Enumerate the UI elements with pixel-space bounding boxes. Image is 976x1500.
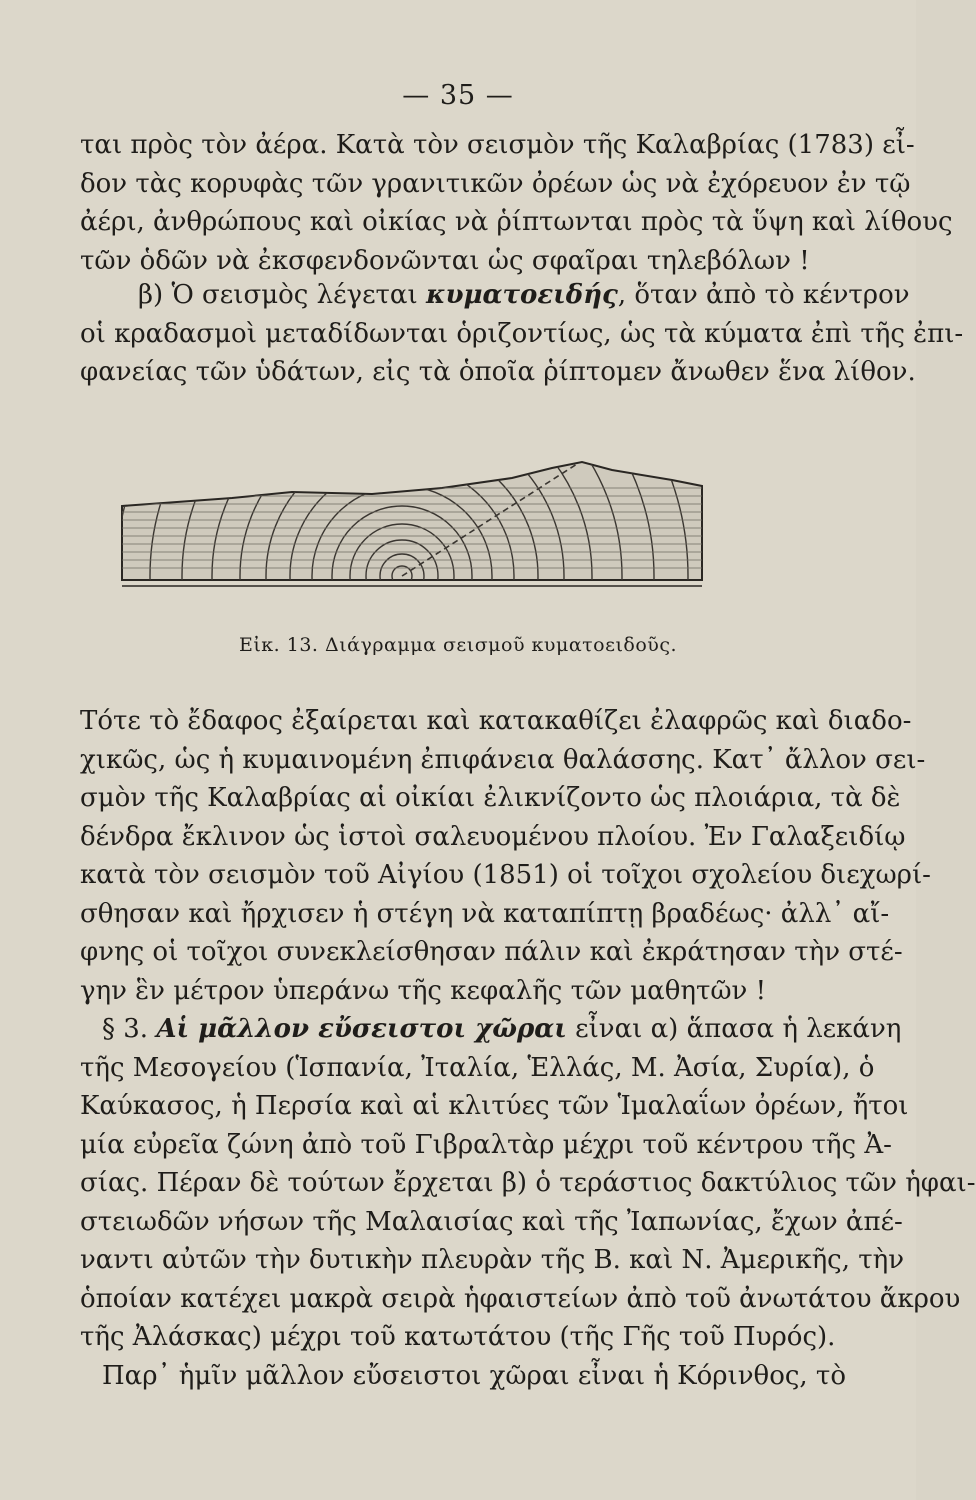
text-line: δον τὰς κορυφὰς τῶν γρανιτικῶν ὀρέων ὡς νὰ ἐχόρευον ἐν τῷ xyxy=(80,168,911,199)
text-line: τῆς Μεσογείου (Ἱσπανία, Ἰταλία, Ἑλλάς, Μ. Ἀσία, Συρία), ὁ xyxy=(80,1052,875,1083)
text-line: Τότε τὸ ἔδαφος ἐξαίρεται καὶ κατακαθίζει ἐλαφρῶς καὶ διαδο- xyxy=(80,706,912,736)
text-line: ἀέρι, ἀνθρώπους καὶ οἰκίας νὰ ῥίπτωνται πρὸς τὰ ὕψη καὶ λίθους xyxy=(80,207,953,237)
text-line: γην ἓν μέτρον ὑπεράνω τῆς κεφαλῆς τῶν μαθητῶν ! xyxy=(80,975,767,1006)
text-line: κατὰ τὸν σεισμὸν τοῦ Αἰγίου (1851) οἱ τοῖχοι σχολείου διεχωρί- xyxy=(80,860,931,890)
text-line: σθησαν καὶ ἤρχισεν ἡ στέγη νὰ καταπίπτῃ βραδέως· ἀλλ᾽ αἴ- xyxy=(80,898,890,929)
text-line: τῶν ὁδῶν νὰ ἐκσφενδονῶνται ὡς σφαῖραι τηλεβόλων ! xyxy=(80,245,810,276)
text-line: στειωδῶν νήσων τῆς Μαλαισίας καὶ τῆς Ἰαπωνίας, ἔχων ἀπέ- xyxy=(80,1206,903,1237)
emphasized-term: Αἱ μᾶλλον εὔσειστοι χῶραι xyxy=(156,1014,567,1044)
text-line: φανείας τῶν ὑδάτων, εἰς τὰ ὁποῖα ῥίπτομεν ἄνωθεν ἕνα λίθον. xyxy=(80,357,916,387)
text-line: Καύκασος, ἡ Περσία καὶ αἱ κλιτύες τῶν Ἱμαλαΐων ὀρέων, ἤτοι xyxy=(80,1091,909,1121)
text-line: φνης οἱ τοῖχοι συνεκλείσθησαν πάλιν καὶ ἐκράτησαν τὴν στέ- xyxy=(80,937,903,967)
text-line: μία εὐρεῖα ζώνη ἀπὸ τοῦ Γιβραλτὰρ μέχρι τοῦ κέντρου τῆς Ἀ- xyxy=(80,1129,892,1160)
page-number: — 35 — xyxy=(402,80,514,111)
text-line: ὁποίαν κατέχει μακρὰ σειρὰ ἡφαιστείων ἀπὸ τοῦ ἀνωτάτου ἄκρου xyxy=(80,1283,961,1314)
figure-caption: Εἰκ. 13. Διάγραμμα σεισμοῦ κυματοειδοῦς. xyxy=(238,634,678,656)
text-line: Παρ᾽ ἡμῖν μᾶλλον εὔσειστοι χῶραι εἶναι ἡ Κόρινθος, τὸ xyxy=(102,1360,846,1391)
text-line: τῆς Ἀλάσκας) μέχρι τοῦ κατωτάτου (τῆς Γῆς τοῦ Πυρός). xyxy=(80,1322,836,1352)
section-heading-line xyxy=(80,1010,902,1049)
text-line: οἱ κραδασμοὶ μεταδίδωνται ὁριζοντίως, ὡς τὰ κύματα ἐπὶ τῆς ἐπι- xyxy=(80,318,964,349)
text-fragment: , ὅταν ἀπὸ τὸ κέντρον xyxy=(617,280,910,310)
text-line: σίας. Πέραν δὲ τούτων ἔρχεται β) ὁ τεράστιος δακτύλιος τῶν ἡφαι- xyxy=(80,1168,976,1198)
text-line xyxy=(80,276,910,315)
paragraph-2 xyxy=(80,276,964,392)
paragraph-3 xyxy=(80,702,976,1395)
text-line: χικῶς, ὡς ἡ κυμαινομένη ἐπιφάνεια θαλάσσης. Κατ᾽ ἄλλον σει- xyxy=(80,744,926,775)
text-fragment: β) Ὁ σεισμὸς λέγεται xyxy=(138,280,426,310)
earthquake-wave-diagram xyxy=(112,448,712,618)
text-line: δένδρα ἔκλινον ὡς ἱστοὶ σαλευομένου πλοίου. Ἐν Γαλαξειδίῳ xyxy=(80,821,906,852)
text-line: σμὸν τῆς Καλαβρίας αἱ οἰκίαι ἐλικνίζοντο ὡς πλοιάρια, τὰ δὲ xyxy=(80,783,901,813)
text-line: ται πρὸς τὸν ἀέρα. Κατὰ τὸν σεισμὸν τῆς Καλαβρίας (1783) εἶ- xyxy=(80,130,915,160)
section-marker: § 3. xyxy=(102,1014,157,1044)
text-fragment: εἶναι α) ἅπασα ἡ λεκάνη xyxy=(566,1014,902,1044)
text-line: ναντι αὐτῶν τὴν δυτικὴν πλευρὰν τῆς Β. καὶ Ν. Ἀμερικῆς, τὴν xyxy=(80,1245,905,1275)
paragraph-1 xyxy=(80,126,953,280)
emphasized-term: κυματοειδής xyxy=(425,280,618,310)
